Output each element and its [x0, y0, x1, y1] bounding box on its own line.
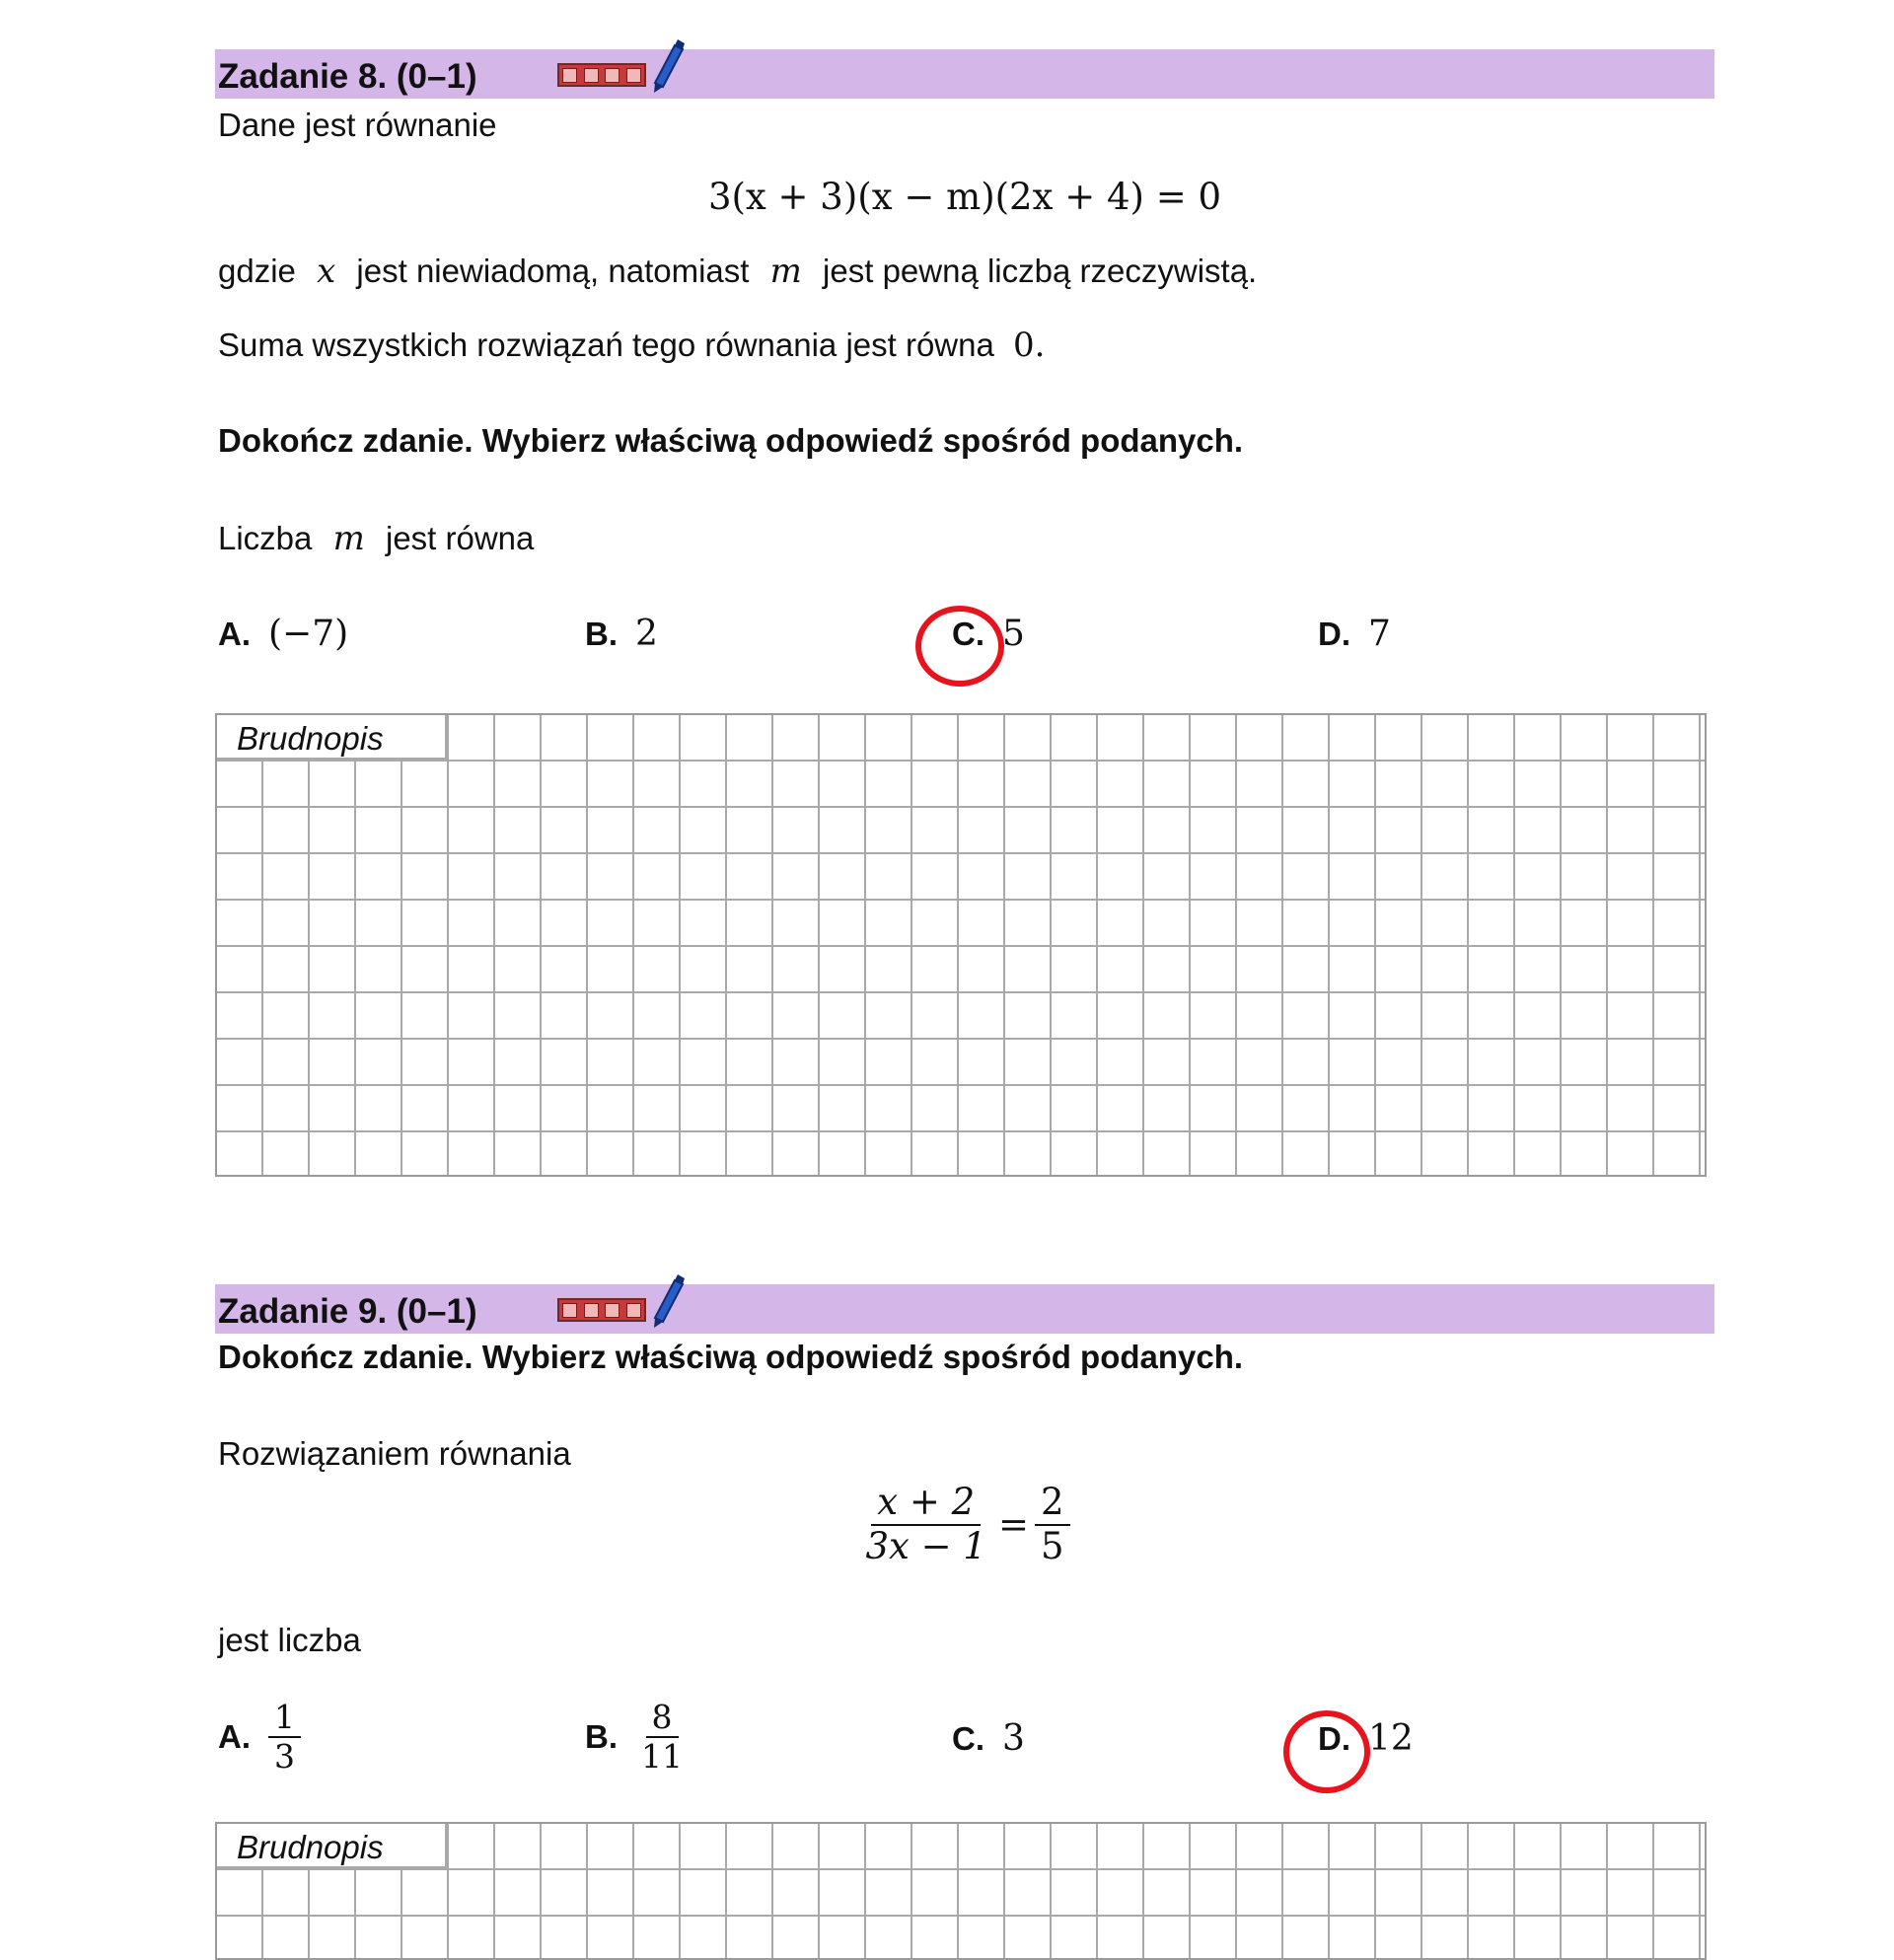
question-post: jest równa [385, 520, 535, 556]
option-denominator: 3 [274, 1736, 295, 1776]
scratch-grid[interactable] [215, 1822, 1707, 1960]
difficulty-level-icon [557, 1298, 646, 1322]
option-letter: A. [218, 1717, 251, 1755]
lhs-numerator: x + 2 [871, 1482, 981, 1526]
task-header [215, 1284, 1714, 1334]
task-header [215, 49, 1714, 99]
instruction: Dokończ zdanie. Wybierz właściwą odpowiedź spośród podanych. [218, 1339, 1244, 1375]
option-d[interactable] [1318, 614, 1391, 654]
scratch-grid[interactable] [215, 713, 1707, 1177]
task-intro: Rozwiązaniem równania [218, 1435, 571, 1472]
text-gdzie: gdzie [218, 253, 296, 289]
equals-sign: = [997, 1503, 1029, 1547]
option-fraction [635, 1699, 689, 1776]
lhs-fraction [859, 1482, 991, 1567]
option-a[interactable] [218, 614, 348, 654]
text-end: jest pewną liczbą rzeczywistą. [823, 253, 1258, 289]
text-mid: jest niewiadomą, natomiast [356, 253, 750, 289]
sum-value: 0. [1013, 326, 1046, 365]
var-m: m [769, 252, 802, 291]
question [218, 519, 534, 558]
fraction-equation [215, 1482, 1714, 1567]
instruction: Dokończ zdanie. Wybierz właściwą odpowiedź spośród podanych. [218, 422, 1244, 459]
rhs-denominator: 5 [1040, 1524, 1064, 1567]
option-b[interactable] [585, 614, 658, 654]
option-letter: B. [585, 615, 618, 652]
question-pre: Liczba [218, 520, 313, 556]
task-title: Zadanie 9. (0–1) [218, 1292, 477, 1331]
var-x: x [317, 252, 336, 291]
sum-text: Suma wszystkich rozwiązań tego równania jest równa [218, 327, 994, 363]
scratch-label: Brudnopis [217, 715, 447, 760]
task-title: Zadanie 8. (0–1) [218, 57, 477, 96]
option-numerator: 8 [646, 1699, 679, 1738]
lhs-denominator: 3x − 1 [865, 1524, 986, 1567]
task-9 [215, 1284, 1714, 1865]
variable-description [218, 252, 1257, 291]
question-var: m [332, 519, 365, 558]
option-letter: C. [952, 615, 984, 652]
difficulty-level-icon [557, 63, 646, 87]
rhs-fraction [1035, 1482, 1070, 1567]
option-value: 5 [1002, 614, 1025, 654]
option-numerator: 1 [268, 1699, 301, 1738]
option-letter: A. [218, 615, 251, 652]
rhs-numerator: 2 [1035, 1482, 1070, 1526]
option-value: 3 [1002, 1718, 1025, 1759]
option-value: 2 [635, 614, 658, 654]
option-a[interactable] [218, 1699, 301, 1776]
task-intro: Dane jest równanie [218, 107, 497, 143]
answer-mark-circle [1283, 1710, 1370, 1793]
option-value: 12 [1368, 1718, 1414, 1759]
option-fraction [268, 1699, 301, 1776]
option-letter: D. [1318, 615, 1350, 652]
option-c[interactable] [952, 1718, 1025, 1759]
option-value: 7 [1368, 614, 1391, 654]
option-b[interactable] [585, 1699, 689, 1776]
sum-statement [218, 326, 1045, 365]
equation: 3(x + 3)(x − m)(2x + 4) = 0 [707, 176, 1222, 218]
after-equation: jest liczba [218, 1622, 361, 1658]
option-letter: C. [952, 1719, 984, 1757]
option-letter: B. [585, 1717, 618, 1755]
pen-icon [647, 1272, 687, 1330]
task-8 [215, 49, 1714, 757]
answer-mark-circle [915, 606, 1004, 687]
scratch-label: Brudnopis [217, 1824, 447, 1868]
option-denominator: 11 [641, 1736, 683, 1776]
option-letter: D. [1318, 1719, 1350, 1757]
pen-icon [647, 37, 687, 95]
option-value: (−7) [268, 614, 349, 654]
